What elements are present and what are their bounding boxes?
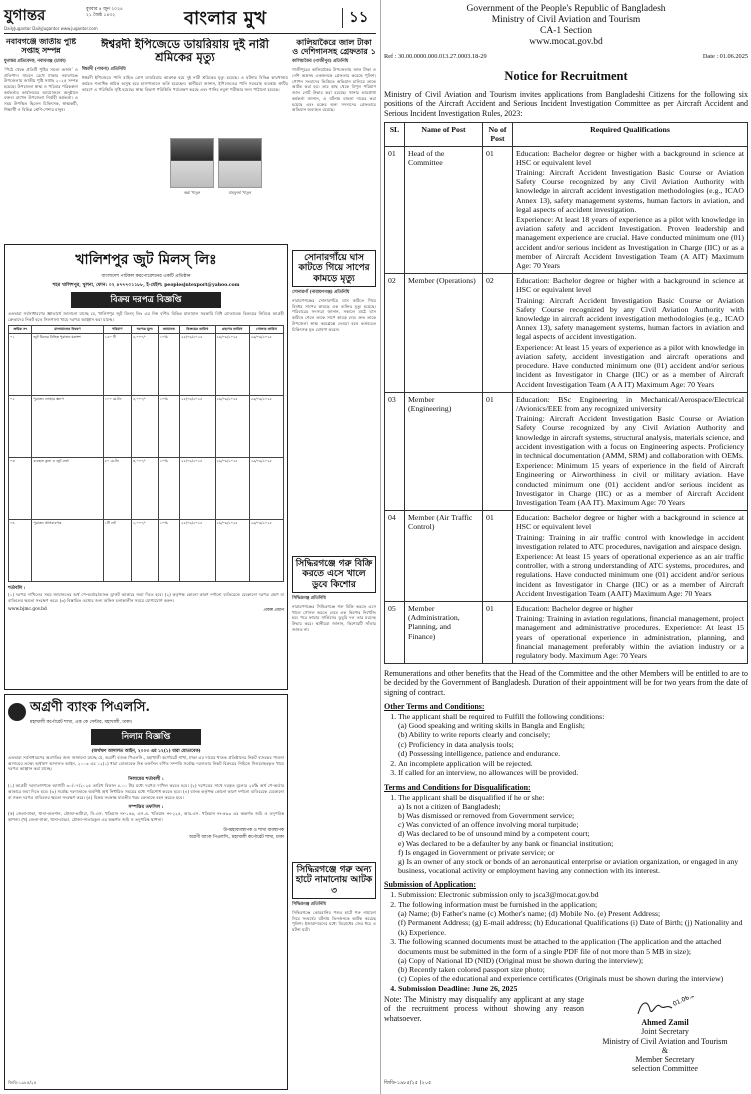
headline: সিদ্ধিরগঞ্জে গরু অন্য হাটে নামানোয় আটক ৩: [295, 865, 373, 896]
gd-number: জিডি-১৯৮৫/২৫ (২০৫: [384, 1080, 432, 1086]
gov-website: www.mocat.gov.bd: [529, 37, 603, 47]
terms-item: [398, 712, 748, 758]
col-header-req: Required Qualifications: [513, 123, 748, 146]
table-header-row: [385, 123, 748, 146]
article-body: নারায়ণগঞ্জের সোনারগাঁয়ে ঘাস কাটতে গিয়ে বিষধর সাপের কামড়ে এক ব্যক্তির মৃত্যু হয়েছে। পরিবারের সদস্যরা জানান, সকালে মাঠে ঘাস কাটতে গেলে তাকে সাপে কামড় দেয়। দ্রুত তাকে উপজেলা স্বাস্থ্য কমপ্লেক্সে নেওয়া হলে কর্তব্যরত চিকিৎসক মৃত ঘোষণা করেন।: [292, 298, 376, 332]
recruitment-notice: [384, 4, 748, 1090]
headline-box: [292, 862, 376, 899]
table-cell: ২৫/০৬/২০২৫: [180, 457, 215, 519]
qualification-line: Experience: At least 15 years of experience as a pilot with knowledge in aviation safety, accident investigation and aircraft operations and procedure. Have conducted minimum one (01) accident and/or serious incident as Investigator in Charge (IIC) or as a member of Aircraft Accident Investigation Team (A A IT) Maximum Age: 70 Years: [516, 342, 744, 389]
signature-date: 01.06.25: [671, 996, 700, 1008]
col-header: মালামালের বিবরণ: [32, 326, 103, 333]
row-sl: 03: [385, 392, 405, 510]
bank-title: [30, 698, 150, 726]
gov-line-3: CA-1 Section: [540, 26, 592, 36]
ad-website: www.bjmc.gov.bd: [8, 607, 47, 613]
row-qualifications: [513, 274, 748, 392]
headline-box: [292, 556, 376, 593]
auction-terms: (১) আগ্রহী দরদাতাগণকে আগামী ৩০/০৭/২০২৫ তারিখ বিকাল ৪.০০ টার মধ্যে দরপত্র দাখিল করতে হবে। (২) দরপত্রের সাথে দরকৃত মূল্যের ২৫% অর্থ পে-অর্ডার আকারে জমা দিতে হবে। (৩) সর্বোচ্চ দরদাতাকে অবশিষ্ট অর্থ নির্ধারিত সময়ের মধ্যে পরিশোধ করতে হবে। (৪) ব্যাংক কর্তৃপক্ষ কোনো কারণ দর্শানো ব্যতিরেকে যেকোনো বা সকল দরপত্র বাতিলের ক্ষমতা সংরক্ষণ করে। (৫) বিক্রয় সংক্রান্ত যাবতীয় খরচ ক্রেতাকে বহন করতে হবে।: [8, 783, 284, 800]
section-title: বাংলার মুখ: [184, 8, 267, 29]
issue-date-line2: ২১ জৈষ্ঠ ১৪৩২: [86, 13, 116, 18]
table-cell: ২৬/০৬/২০২৫: [249, 333, 283, 395]
table-cell: জুট মিলের বিভিন্ন পুরাতন যন্ত্রাংশ: [32, 333, 103, 395]
headline: ঈশ্বরদী ইপিজেডে ডায়রিয়ায় দুই নারী শ্রমিকের মৃত্যু: [101, 38, 269, 65]
ad-company-name: খালিশপুর জুট মিলস্ লিঃ: [75, 252, 217, 268]
disqualification-title: Terms and Conditions for Disqualification:: [384, 782, 531, 792]
qualification-line: Education: Bachelor degree or higher with a background in science at HSC or equivalent level: [516, 513, 744, 532]
schedule-title: সম্পত্তির তফসিল :: [128, 805, 164, 811]
issue-date: [86, 7, 123, 19]
disq-sub: a) Is not a citizen of Bangladesh;: [398, 801, 501, 811]
headline: সিদ্ধিরগঞ্জে গরু বিক্রি করতে এসে খালে ডুবে কিশোর: [295, 559, 373, 590]
news-epz-diarrhea: [82, 38, 288, 238]
row-sl: 01: [385, 146, 405, 274]
terms-sub: (a) Good speaking and writing skills in Bangla and English;: [398, 721, 585, 731]
table-cell: ২৬/০৬/২০২৫: [215, 519, 249, 581]
table-row: [9, 333, 284, 395]
table-row: [385, 511, 748, 602]
table-cell: ০১: [9, 333, 32, 395]
signature-block: [590, 996, 740, 1074]
social-handles: DailyJugantor DailyJugantor www.jugantor.com: [4, 26, 98, 31]
qualification-line: Experience: Minimum 15 years of experience in the field of Aircraft Engineering or Airworthiness in civil or military aviation. Have conducted minimum one (01) accident and/or serious incident as Investigator in Charge (IIC) or as a member of Aircraft Accident Investigation Team (AA IT). Maximum Age: 70 Years: [516, 461, 744, 507]
col-header: ক্রমিক নং: [9, 326, 32, 333]
col-header: বিক্রয়ের তারিখ: [180, 326, 215, 333]
table-cell: ০৪: [9, 519, 32, 581]
row-qualifications: [513, 511, 748, 602]
submission-sub: (a) Copy of National ID (NID) (Original must be shown during the interview);: [398, 955, 644, 965]
newspaper-logo: যুগান্তর: [4, 6, 46, 24]
col-header: জামানত: [158, 326, 179, 333]
disqualification-item: [398, 793, 748, 876]
signer-title: উপমহাব্যবস্থাপক ও শাখা ব্যবস্থাপক: [223, 827, 284, 833]
headline-box: [292, 250, 376, 287]
gd-number: জিডি-১৯৮৫/২৫: [8, 1080, 37, 1085]
page-number: ১১: [349, 8, 369, 26]
table-cell: ২৫/০৬/২০২৫: [180, 395, 215, 457]
submission-title: Submission of Application:: [384, 880, 477, 890]
submission-sub: (b) Recently taken colored passport size photo;: [398, 964, 545, 974]
ad-notice-title: বিক্রয় দরপত্র বিজ্ঞপ্তি: [71, 292, 221, 308]
byline: যুগান্তর প্রতিবেদক, নবাবগঞ্জ (ঢাকা): [4, 58, 66, 64]
qualification-line: Education: Bachelor degree or higher: [516, 603, 633, 613]
row-post-name: Member (Air Traffic Control): [405, 511, 483, 602]
qualification-line: Training: Aircraft Accident Investigation Basic Course or Aviation Safety Course recognized by any Civil Aviation Authority and knowledge in aircraft systems, structural analysis, materials science, and accident investigation with a focus on Engineering aspects. Proficiency in technical documentation (AMM, SRM) and collaboration with OEMs.: [516, 414, 744, 460]
qualification-line: Education: Bachelor degree or higher with a background in science at HSC or equivalent level: [516, 276, 744, 295]
submission-sub: (f) Permanent Address; (g) E-mail address; (h) Educational Qualifications (i) Date of Birth; (j) Nationality and (k) Experience.: [398, 918, 743, 937]
table-cell: ৫,০০০/-: [131, 333, 158, 395]
table-cell: ২৬/০৬/২০২৫: [249, 457, 283, 519]
table-row: [385, 392, 748, 510]
signer-role1: Member Secretary: [635, 1055, 695, 1065]
notice-title: Notice for Recruitment: [504, 69, 628, 83]
disq-sub: d) Was declared to be of unsound mind by a competent court;: [398, 829, 590, 839]
masthead-divider: [342, 8, 343, 28]
news-nutrition-week: [4, 38, 78, 238]
col-header: খোলার তারিখ: [249, 326, 283, 333]
bank-name: অগ্রণী ব্যাংক পিএলসি.: [30, 700, 151, 715]
photo-caption-1: অন্না খাতুন: [183, 190, 201, 195]
terms-item: 3. If called for an interview, no allowances will be provided.: [398, 768, 748, 777]
signer-name: Ahmed Zamil: [641, 1018, 689, 1027]
table-cell: ১০%: [158, 457, 179, 519]
table-cell: পুরাতন লোহার স্ক্র্যাপ: [32, 395, 103, 457]
ad-parent-org: বাংলাদেশ পাটকল করপোরেশনের একটি প্রতিষ্ঠান: [101, 274, 191, 279]
table-row: [385, 274, 748, 392]
submission-sub: (a) Name; (b) Father's name (c) Mother's name; (d) Mobile No. (e) Present Address;: [398, 909, 661, 919]
table-cell: ৫০ মে.টন: [103, 457, 131, 519]
row-qualifications: [513, 146, 748, 274]
row-post-count: 01: [483, 392, 513, 510]
table-cell: ০৩: [9, 457, 32, 519]
table-cell: ২৬/০৬/২০২৫: [249, 519, 283, 581]
byline: ঈশ্বরদী (পাবনা) প্রতিনিধি: [82, 67, 126, 73]
news-drowning: [292, 556, 376, 856]
submission-item: 1. Submission: Electronic submission only to jsca3@mocat.gov.bd: [398, 890, 748, 899]
ad-signer: প্রকল্প প্রধান: [263, 608, 284, 614]
tender-table: [8, 325, 284, 581]
disqualification-intro: The applicant shall be disqualified if he or she:: [398, 792, 545, 802]
table-cell: ১০%: [158, 519, 179, 581]
table-cell: ১০%: [158, 395, 179, 457]
gov-header: [384, 4, 748, 48]
photo-caption-2: মাহফুজা খাতুন: [228, 190, 252, 195]
col-header-no: No of Post: [483, 123, 513, 146]
article-body: নারায়ণগঞ্জের সিদ্ধিরগঞ্জে গরু বিক্রি করতে এসে খালে গোসল করতে নেমে এক কিশোর নিখোঁজ হয়। পরে ফায়ার সার্ভিসের ডুবুরি দল তার মরদেহ উদ্ধার করে। স্থানীয়রা জানান, কিশোরটি সাঁতার জানত না।: [292, 604, 376, 632]
qualification-line: Experience: At least 15 years of operational experience as an air traffic controller, with a strong understanding of ATC systems, procedures, and regulations. Have conducted minimum one (01) accident and/or serious incident as Investigator in Charge (IIC) or as a member of Aircraft Accident Investigation Team (AAIT) Maximum Age: 70 Years: [516, 551, 744, 598]
terms-item: 2. An incomplete application will be rejected.: [398, 759, 748, 768]
row-post-count: 01: [483, 601, 513, 663]
byline: সিদ্ধিরগঞ্জ প্রতিনিধি: [292, 596, 326, 602]
headline: সোনারগাঁয়ে ঘাস কাটতে গিয়ে সাপের কামড়ে মৃত্যু: [298, 253, 370, 284]
column-divider: [380, 0, 381, 1094]
positions-table: [384, 122, 748, 664]
row-post-count: 01: [483, 511, 513, 602]
table-cell: ২৬/০৬/২০২৫: [249, 395, 283, 457]
ad-footer: [8, 607, 284, 614]
ad-address: শহর খালিশপুর, খুলনা, ফোন: ০২ ৪৭৭৭০১১৮৮, ই-মেইল: peoplesjutexport@yahoo.com: [52, 283, 240, 288]
bank-logo-icon: [8, 703, 26, 721]
table-row: [385, 601, 748, 663]
signer-branch: অগ্রণী ব্যাংক পিএলসি., মহাখালী কর্পোরেট শাখা, ঢাকা: [188, 834, 284, 840]
qualification-line: Education: Bachelor degree or higher with a background in science at HSC or equivalent level: [516, 148, 744, 167]
table-cell: ২৫/০৬/২০২৫: [180, 519, 215, 581]
col-header-sl: SL: [385, 123, 405, 146]
col-header-name: Name of Post: [405, 123, 483, 146]
table-cell: ২৫/০৬/২০২৫: [180, 333, 215, 395]
news-snake-bite: [292, 250, 376, 550]
disq-sub: b) Was dismissed or removed from Government service;: [398, 810, 575, 820]
signer-amp: &: [661, 1045, 669, 1055]
qualification-line: Training: Training in aviation regulations, financial management, project management and administrative procedures. Experience: At least 15 years of operational experience in administration, planning, and financial management preferably within the aviation industry or a regulatory body. Maximum Age: 70 Years: [516, 614, 744, 660]
row-post-name: Member (Engineering): [405, 392, 483, 510]
row-post-name: Head of the Committee: [405, 146, 483, 274]
table-header-row: [9, 326, 284, 333]
table-cell: ৩,০০০/-: [131, 457, 158, 519]
notice-date: Date : 01.06.2025: [702, 53, 748, 60]
article-body: ঈশ্বরদী ইপিজেডে পানি বাহিত রোগ ডায়রিয়ায় আক্রান্ত হয়ে দুই নারী শ্রমিকের মৃত্যু হয়েছে। এ ঘটনায় বিভিন্ন কারখানায় কর্মরত শতাধিক শ্রমিক অসুস্থ হয়ে হাসপাতালে ভর্তি হয়েছেন। স্থানীয়রা জানান, ইপিজেডের পানি সরবরাহ ব্যবস্থায় ত্রুটির কারণে এ পরিস্থিতি সৃষ্টি হয়েছে। স্বাস্থ্য বিভাগ পরিস্থিতি পর্যবেক্ষণ করছে এবং পানির নমুনা পরীক্ষার জন্য পাঠানো হয়েছে।: [82, 75, 288, 92]
table-cell: ১টি লট: [103, 519, 131, 581]
schedule-body: (ক) জেলা-ঢাকা, থানা-গুলশান, মৌজা-ভাটারা, সি.এস. খতিয়ান নং-১৫৬, এস.এ. খতিয়ান নং-২২৫, আর.এস. খতিয়ান নং-৫৬৩ এর অন্তর্গত জমি ও তদুপরিস্থ স্থাপনা। (খ) জেলা-ঢাকা, থানা-বাড্ডা, মৌজা-সাতারকুল এর অন্তর্গত জমি ও তদুপরিস্থ স্থাপনা।: [8, 811, 284, 822]
terms-sub: (b) Ability to write reports clearly and concisely;: [398, 730, 551, 740]
remuneration-text: Remunerations and other benefits that the Head of the Committee and the other Members will be entitled to are to be decided by the Government of Bangladesh. Duration of their appointment will be for two years from the date of signing of contract.: [384, 669, 748, 697]
table-cell: ০২: [9, 395, 32, 457]
terms-item-text: The applicant shall be required to Fulfill the following conditions:: [398, 712, 605, 722]
qualification-line: Training: Aircraft Accident Investigation Basic Course or Aviation Safety Course recognized by any Civil Aviation Authority with knowledge in aircraft accident investigation methodologies (e.g., ICAO Annex 13), safety management systems, human factors in aviation and legal aspects of accident investigation.: [516, 295, 744, 342]
row-post-name: Member (Administration, Planning, and Finance): [405, 601, 483, 663]
victim-photo-2: [218, 138, 262, 188]
col-header: পরিমাণ: [103, 326, 131, 333]
headline: কালিয়াকৈরে জাল টাকা ও দেশিগানসহ গ্রেফতার ১: [292, 38, 376, 57]
signer-org: Ministry of Civil Aviation and Tourism: [602, 1036, 728, 1046]
table-cell: ২৬/০৬/২০২৫: [215, 333, 249, 395]
article-body: গাজীপুরের কালিয়াকৈর উপজেলায় জাল টাকা ও দেশি অস্ত্রসহ একজনকে গ্রেফতার করেছে পুলিশ। গোপন সংবাদের ভিত্তিতে অভিযান চালিয়ে তাকে আটক করা হয়। তার কাছ থেকে বিপুল পরিমাণ জাল নোট উদ্ধার করা হয়েছে। থানার ভারপ্রাপ্ত কর্মকর্তা জানান, এ ঘটনায় মামলা দায়ের করা হয়েছে এবং চক্রের অন্য সদস্যদের গ্রেফতারে অভিযান অব্যাহত রয়েছে।: [292, 67, 376, 113]
auction-notice-title: নিলাম বিজ্ঞপ্তি: [91, 729, 201, 745]
signature-icon: [590, 996, 740, 1018]
disq-sub: g) Is an owner of any stock or bonds of an aeronautical enterprise or aviation organization, or engaged in any business, vocational activity or employment having any connection with its interest.: [398, 856, 739, 876]
submission-list: [384, 890, 748, 993]
gov-line-1: Government of the People's Republic of Bangladesh: [466, 4, 666, 14]
col-header: দরপত্র মূল্য: [131, 326, 158, 333]
victim-photo-1: [170, 138, 214, 188]
row-qualifications: [513, 392, 748, 510]
row-post-count: 02: [483, 274, 513, 392]
note-text: Note: The Ministry may disqualify any applicant at any stage of the recruitment process without showing any reason whatsoever.: [384, 995, 584, 1023]
table-row: [9, 457, 284, 519]
table-row: [9, 395, 284, 457]
row-post-name: Member (Operations): [405, 274, 483, 392]
auction-body: এতদ্বারা সর্বসাধারণের অবগতির জন্য জানানো যাচ্ছে যে, অগ্রণী ব্যাংক পিএলসি., মহাখালী কর্পোরেট শাখা, ঢাকা এর দায়ের খাতক প্রতিষ্ঠানের নিকট ব্যাংকের পাওনা আদায়ের লক্ষ্যে অর্থঋণ আদালত আইন, ২০০৩ এর ১২(১) ধারা মোতাবেক নিম্ন তফসিল বর্ণিত সম্পত্তি সর্বোচ্চ দরদাতার নিকট বিক্রয়ের নিমিত্তে সিলমোহরকৃত খামে দরপত্র আহ্বান করা যাচ্ছে।: [8, 755, 284, 772]
submission-sub: (c) Copies of the educational and experience certificates (Originals must be shown during the interview): [398, 974, 724, 984]
row-qualifications: [513, 601, 748, 663]
terms-list: [384, 712, 748, 777]
table-row: [385, 146, 748, 274]
article-body: ‘পিঠে থেকে প্রতিটি পুষ্টির সমতা অর্জন’ এ প্রতিপাদ্য সামনে রেখে ঢাকার নবাবগঞ্জে উপজেলায় জাতীয় পুষ্টি সপ্তাহ ২০২৫ সম্পন্ন হয়েছে। উপজেলা স্বাস্থ্য ও পরিবার পরিকল্পনা কর্মকর্তার কার্যালয়ের আয়োজনে অনুষ্ঠানে বক্তব্য রাখেন উপজেলা নির্বাহী কর্মকর্তা। এ সময় উপস্থিত ছিলেন চিকিৎসক, স্বাস্থ্যকর্মী, শিক্ষার্থী ও বিভিন্ন শ্রেণি-পেশার মানুষ।: [4, 66, 78, 112]
masthead: [4, 4, 376, 34]
qualification-line: Experience: At least 18 years of experience as a pilot with knowledge in aviation safety and accident Investigation. Proven leadership and management experience are crucial. Have conducted minimum one (01) accident and/or serious incident as Investigation in Charge (IIC) or as a member of Aircraft Accident Investigation Team (A AIT) Maximum Age: 70 Years: [516, 215, 744, 271]
signer-title: Joint Secretary: [641, 1027, 689, 1037]
news-cattle-market: [292, 862, 376, 1090]
table-row: [9, 519, 284, 581]
submission-item-text: The following information must be furnished in the application;: [398, 900, 598, 910]
row-sl: 05: [385, 601, 405, 663]
submission-item: [398, 937, 748, 983]
table-cell: ১৫০ টি: [103, 333, 131, 395]
qualification-line: Education: BSc Engineering in Mechanical/Aerospace/Electrical /Avionics/EEE from any recognized university: [516, 394, 744, 413]
terms-sub: (d) Possessing intelligence, patience and endurance.: [398, 748, 561, 758]
table-cell: ২,০০০/-: [131, 519, 158, 581]
table-cell: ব্যবহৃত তুলা ও জুট বর্জ্য: [32, 457, 103, 519]
auction-signer: [8, 827, 284, 841]
ref-line: [384, 53, 748, 60]
disqualification-list: [384, 793, 748, 876]
headline: নবাবগঞ্জে জাতীয় পুষ্টি সপ্তাহ সম্পন্ন: [5, 38, 77, 55]
submission-item: [398, 900, 748, 937]
table-cell: পুরাতন আসবাবপত্র: [32, 519, 103, 581]
article-body: সিদ্ধিরগঞ্জে কোরবানির পশুর হাটে গরু নামানো নিয়ে সংঘর্ষের ঘটনায় তিনজনকে আটক করেছে পুলিশ। ইজারাদারদের মধ্যে বিরোধের জের ধরে এ ঘটনা ঘটে।: [292, 910, 376, 933]
table-cell: ২৬/০৬/২০২৫: [215, 395, 249, 457]
submission-item: 4. Submission Deadline: June 26, 2025: [398, 984, 748, 993]
conditions-title: শর্তাবলি :: [8, 585, 26, 591]
table-cell: ১০০ মে.টন: [103, 395, 131, 457]
submission-item-text: The following scanned documents must be attached to the application (The application and the attached documents must be submitted in the form of a single PDF file of not more than 5 MB in size);: [398, 937, 722, 956]
ad-khalishpur-jute-mills: [4, 244, 288, 690]
byline: কালিয়াকৈর (গাজীপুর) প্রতিনিধি: [292, 59, 349, 65]
terms-title: Other Terms and Conditions:: [384, 702, 485, 712]
news-fake-currency: [292, 38, 376, 246]
table-cell: ১০%: [158, 333, 179, 395]
byline: সিদ্ধিরগঞ্জ প্রতিনিধি: [292, 902, 326, 908]
gov-line-2: Ministry of Civil Aviation and Tourism: [491, 15, 641, 25]
bank-branch: মহাখালী কর্পোরেট শাখা, এক কে সেন্টার, মহাখালী, ঢাকা।: [30, 720, 133, 725]
byline: সোনারগাঁ (নারায়ণগঞ্জ) প্রতিনিধি: [292, 290, 350, 296]
ref-number: Ref : 30.00.0000.000.013.27.0003.18-29: [384, 53, 487, 60]
row-sl: 02: [385, 274, 405, 392]
signer-role2: selection Committee: [632, 1064, 698, 1074]
notice-intro: Ministry of Civil Aviation and Tourism invites applications from Bangladeshi Citizens for the following six positions of the Aircraft Accident and Serious Incident Investigation Committee as per Aircraft Accident and Serious Incident Investigation Rules, 2023:: [384, 90, 748, 118]
ad-agrani-bank-auction: [4, 694, 288, 1090]
disq-sub: e) Was declared to be a defaulter by any bank or financial institution;: [398, 838, 614, 848]
col-header: গ্রহণের তারিখ: [215, 326, 249, 333]
row-post-count: 01: [483, 146, 513, 274]
table-cell: ৫,০০০/-: [131, 395, 158, 457]
issue-date-line1: বুধবার ৪ জুন ২০২৫: [86, 7, 123, 12]
bank-header: [8, 698, 284, 726]
qualification-line: Training: Aircraft Accident Investigation Basic Course or Aviation Safety Course recognized by any Civil Aviation Authority with knowledge in aircraft accident investigation methodologies (e.g., ICAO Annex 13), safety management systems, human factors in aviation, and legal aspects of accident investigation.: [516, 168, 744, 214]
auction-subtitle: (অর্থঋণ আদালত আইন, ২০০৩ এর ১২(১) ধারা মোতাবেক): [91, 749, 201, 754]
conditions-body: (১) দরপত্র দাখিলের সময় জামানতের অর্থ পে-অর্ডার/ব্যাংক ড্রাফট আকারে জমা দিতে হবে। (২) কর্তৃপক্ষ কোনো কারণ দর্শানো ব্যতিরেকে যেকোনো দরপত্র গ্রহণ বা বাতিলের ক্ষমতা সংরক্ষণ করে। (৩) বিস্তারিত তথ্যের জন্য অফিস চলাকালীন সময়ে যোগাযোগ করুন।: [8, 591, 284, 603]
qualification-line: Training: Training in air traffic control with knowledge in accident investigation related to ATC procedures, navigation and airspace design.: [516, 532, 744, 551]
ad-intro: এতদ্বারা সর্বসাধারণের জ্ঞাতার্থে জানানো যাচ্ছে যে, খালিশপুর জুট মিলস্ লিঃ এর নিম্ন বর্ণিত বিভিন্ন মালামাল সরকারি বিধি মোতাবেক বিক্রয়ের নিমিত্তে আগ্রহী ক্রেতাদের নিকট হতে সিলগালা খামে দরপত্র আহ্বান করা যাচ্ছে।: [8, 311, 284, 322]
table-cell: ২৬/০৬/২০২৫: [215, 457, 249, 519]
signature-image: [590, 996, 740, 1018]
disq-sub: c) Was convicted of an offence involving moral turpitude;: [398, 820, 579, 830]
disq-sub: f) Is engaged in Government or private service; or: [398, 847, 555, 857]
row-sl: 04: [385, 511, 405, 602]
terms-sub: (c) Proficiency in data analysis tools;: [398, 739, 514, 749]
auction-terms-title: নিলামের শর্তাবলী :: [128, 777, 164, 783]
